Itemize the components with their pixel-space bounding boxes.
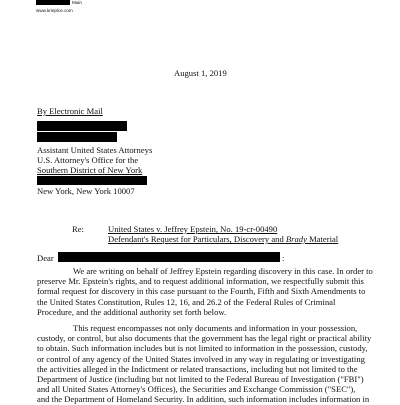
recipient-name-redaction xyxy=(37,121,127,131)
recipient-city: New York, New York 10007 xyxy=(37,186,135,196)
letterhead-redaction xyxy=(36,0,70,5)
salutation-suffix: : xyxy=(282,253,285,263)
letter-date: August 1, 2019 xyxy=(174,68,227,78)
paragraph-line: the United States Constitution, Rules 12, 16, and 26.2 of the Federal Rules of Criminal xyxy=(37,296,336,307)
re-subject-italic: Brady xyxy=(285,234,307,244)
paragraph-line: the activities alleged in the Indictment or related transactions, including but not limited to the xyxy=(37,363,358,374)
body-paragraph-2 xyxy=(37,323,372,405)
salutation-prefix: Dear xyxy=(37,253,54,263)
recipient-name-redaction-2 xyxy=(37,132,117,142)
paragraph-line: formal request for discovery in this case pursuant to the Fourth, Fifth and Sixth Amendments to xyxy=(37,286,366,297)
re-case-caption: United States v. Jeffrey Epstein, No. 19-cr-00490 xyxy=(108,224,278,234)
paragraph-line: Procedure, and the additional authority set forth below. xyxy=(37,306,227,317)
re-subject-suffix: Material xyxy=(306,234,339,244)
recipient-title: Assistant United States Attorneys xyxy=(37,145,153,155)
salutation-redaction xyxy=(58,252,280,262)
paragraph-line: This request encompasses not only documents and information in your possession, xyxy=(73,323,358,333)
paragraph-line: We are writing on behalf of Jeffrey Epstein regarding discovery in this case. In order to xyxy=(73,266,373,276)
paragraph-line: or control of any agency of the United States involved in any way in regulating or investigating xyxy=(37,353,365,364)
delivery-method: By Electronic Mail xyxy=(37,106,103,116)
recipient-district: Southern District of New York xyxy=(37,165,143,175)
recipient-office: U.S. Attorney's Office for the xyxy=(37,155,139,165)
paragraph-line: custody, or control, but also documents that the government has the legal right or practical ability xyxy=(37,333,372,344)
paragraph-line: Department of Justice (including but not limited to the Federal Bureau of Investigation ("FBI") xyxy=(37,374,364,385)
recipient-address-redaction xyxy=(37,176,147,185)
re-subject xyxy=(108,234,338,244)
letterhead-website: www.krieplce.com xyxy=(36,8,73,13)
body-paragraph-1 xyxy=(37,266,373,317)
paragraph-line: to obtain. Such information includes but is not limited to information in the possession, custody, xyxy=(37,343,368,354)
paragraph-line: and the Department of Homeland Security. In addition, such information includes information in xyxy=(37,394,370,405)
paragraph-line: preserve Mr. Epstein's rights, and to request additional information, we respectfully submit this xyxy=(37,276,364,287)
re-subject-prefix: Defendant's Request for Particulars, Discovery and xyxy=(108,234,286,244)
letterhead-main-label: Main xyxy=(72,0,82,5)
paragraph-line: and all United States Attorney's Offices), the Securities and Exchange Commission ("SEC"), xyxy=(37,384,356,395)
re-label: Re: xyxy=(72,224,84,234)
